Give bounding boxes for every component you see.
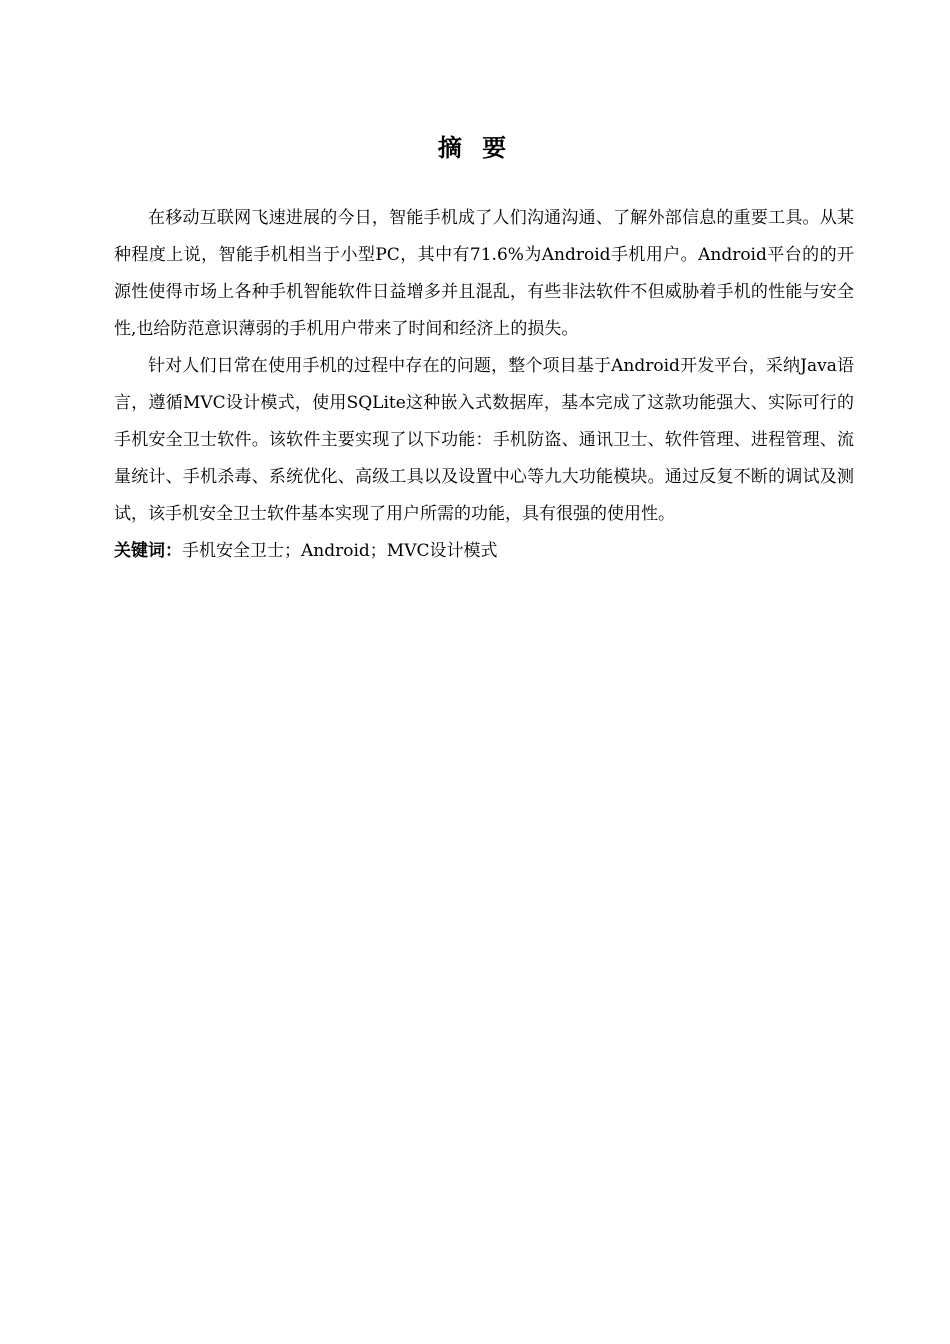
keywords-label: 关键词： — [114, 541, 182, 561]
keywords-line — [114, 533, 854, 570]
abstract-body — [114, 200, 854, 570]
abstract-title: 摘 要 — [437, 133, 513, 162]
abstract-paragraph-2: 针对人们日常在使用手机的过程中存在的问题，整个项目基于Android开发平台，采纳Java语言，遵循MVC设计模式，使用SQLite这种嵌入式数据库，基本完成了这款功能强大、实际可行的手机安全卫士软件。该软件主要实现了以下功能：手机防盗、通讯卫士、软件管理、进程管理、流量统计、手机杀毒、系统优化、高级工具以及设置中心等九大功能模块。通过反复不断的调试及测试，该手机安全卫士软件基本实现了用户所需的功能，具有很强的使用性。 — [114, 356, 854, 524]
abstract-paragraph-1: 在移动互联网飞速进展的今日，智能手机成了人们沟通沟通、了解外部信息的重要工具。从某种程度上说，智能手机相当于小型PC，其中有71.6%为Android手机用户。Android平台的的开源性使得市场上各种手机智能软件日益增多并且混乱，有些非法软件不但威胁着手机的性能与安全性,也给防范意识薄弱的手机用户带来了时间和经济上的损失。 — [114, 208, 854, 339]
keywords-text: 手机安全卫士；Android；MVC设计模式 — [182, 541, 498, 561]
